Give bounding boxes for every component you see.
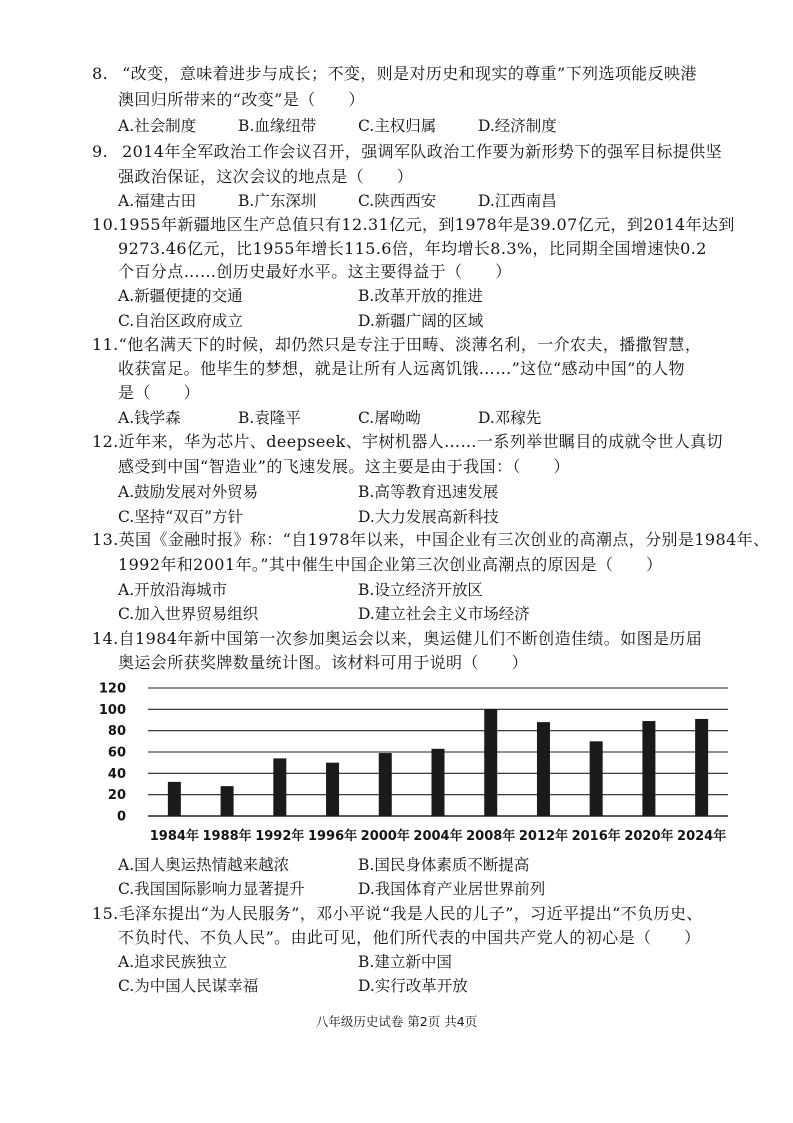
question-11-line-3: 是（ ） bbox=[118, 383, 201, 402]
question-15-option-b[interactable]: B.建立新中国 bbox=[358, 953, 452, 971]
bar bbox=[537, 722, 550, 816]
question-15-option-a[interactable]: A.追求民族独立 bbox=[118, 953, 228, 971]
question-8-line-2: 澳回归所带来的“改变”是（ ） bbox=[118, 90, 365, 109]
question-11-option-c[interactable]: C.屠呦呦 bbox=[358, 409, 421, 427]
y-tick-label: 120 bbox=[98, 681, 126, 697]
y-tick-label: 80 bbox=[107, 724, 126, 740]
question-13-option-a[interactable]: A.开放沿海城市 bbox=[118, 581, 228, 599]
question-number: 10. bbox=[92, 215, 119, 234]
question-9-option-b[interactable]: B.广东深圳 bbox=[238, 192, 317, 210]
question-9-option-d[interactable]: D.江西南昌 bbox=[478, 192, 557, 210]
question-number: 15. bbox=[92, 904, 119, 923]
question-14-option-c[interactable]: C.我国国际影响力显著提升 bbox=[118, 880, 305, 898]
question-13-line-2: 1992年和2001年。”其中催生中国企业第三次创业高潮点的原因是（ ） bbox=[118, 555, 663, 574]
question-number: 11. bbox=[92, 335, 119, 354]
bar bbox=[273, 758, 286, 816]
question-10-line-3: 个百分点……创历史最好水平。这主要得益于（ ） bbox=[118, 262, 512, 281]
question-11-line-1: 11.“他名满天下的时候，却仍然只是专注于田畴、淡薄名利，一介农夫，播撒智慧， bbox=[92, 335, 702, 354]
question-8-option-b[interactable]: B.血缘纽带 bbox=[238, 117, 317, 135]
y-tick-label: 100 bbox=[98, 702, 126, 718]
question-10-line-1: 10.1955年新疆地区生产总值只有12.31亿元，到1978年是39.07亿元，到2014年达到 bbox=[92, 215, 735, 234]
x-tick-label: 2016年 bbox=[571, 829, 621, 844]
question-number: 9. bbox=[92, 142, 109, 161]
question-14-option-a[interactable]: A.国人奥运热情越来越浓 bbox=[118, 856, 290, 874]
medal-count-chart bbox=[98, 678, 748, 850]
question-10-option-a[interactable]: A.新疆便捷的交通 bbox=[118, 287, 243, 305]
bar bbox=[695, 719, 708, 816]
x-tick-label: 2020年 bbox=[624, 829, 674, 844]
bar bbox=[642, 721, 655, 816]
x-tick-label: 1996年 bbox=[307, 829, 358, 844]
question-13-option-c[interactable]: C.加入世界贸易组织 bbox=[118, 605, 259, 623]
question-11-option-d[interactable]: D.邓稼先 bbox=[478, 409, 542, 427]
question-number: 12. bbox=[92, 432, 119, 451]
question-12-option-b[interactable]: B.高等教育迅速发展 bbox=[358, 483, 499, 501]
question-number: 8. bbox=[92, 64, 109, 83]
question-9-option-a[interactable]: A.福建古田 bbox=[118, 192, 197, 210]
y-tick-label: 60 bbox=[107, 745, 126, 761]
bar bbox=[484, 709, 497, 816]
question-12-line-2: 感受到中国“智造业”的飞速发展。这主要是由于我国：（ ） bbox=[118, 457, 570, 476]
question-10-line-2: 9273.46亿元，比1955年增长115.6倍，年均增长8.3%，比同期全国增速快0.2 bbox=[118, 239, 707, 258]
question-9-option-c[interactable]: C.陕西西安 bbox=[358, 192, 437, 210]
bar bbox=[221, 786, 234, 816]
question-11-option-b[interactable]: B.袁隆平 bbox=[238, 409, 301, 427]
question-15-option-d[interactable]: D.实行改革开放 bbox=[358, 977, 468, 995]
x-tick-label: 2000年 bbox=[360, 829, 410, 844]
question-12-option-a[interactable]: A.鼓励发展对外贸易 bbox=[118, 483, 259, 501]
x-tick-label: 2012年 bbox=[518, 829, 569, 844]
question-8-option-d[interactable]: D.经济制度 bbox=[478, 117, 557, 135]
bar bbox=[326, 763, 339, 816]
y-tick-label: 20 bbox=[107, 788, 126, 804]
question-12-option-c[interactable]: C.坚持“双百”方针 bbox=[118, 508, 244, 526]
question-15-line-1: 15.毛泽东提出“为人民服务”，邓小平说“我是人民的儿子”，习近平提出“不负历史、 bbox=[92, 904, 703, 923]
bar bbox=[432, 749, 445, 816]
question-13-option-d[interactable]: D.建立社会主义市场经济 bbox=[358, 605, 530, 623]
x-tick-label: 1988年 bbox=[202, 829, 252, 844]
y-tick-label: 40 bbox=[107, 766, 126, 782]
question-8-option-a[interactable]: A.社会制度 bbox=[118, 117, 197, 135]
question-13-line-1: 13.英国《金融时报》称：“自1978年以来，中国企业有三次创业的高潮点，分别是1984年、 bbox=[92, 530, 770, 549]
question-14-option-b[interactable]: B.国民身体素质不断提高 bbox=[358, 856, 530, 874]
bar bbox=[168, 782, 181, 816]
x-tick-label: 2008年 bbox=[466, 829, 516, 844]
question-11-option-a[interactable]: A.钱学森 bbox=[118, 409, 181, 427]
question-13-option-b[interactable]: B.设立经济开放区 bbox=[358, 581, 483, 599]
question-14-line-1: 14.自1984年新中国第一次参加奥运会以来，奥运健儿们不断创造佳绩。如图是历届 bbox=[92, 629, 703, 648]
question-8-option-c[interactable]: C.主权归属 bbox=[358, 117, 437, 135]
question-8-line-1: 8. “改变，意味着进步与成长；不变，则是对历史和现实的尊重”下列选项能反映港 bbox=[92, 64, 697, 83]
bar bbox=[379, 753, 392, 816]
question-15-option-c[interactable]: C.为中国人民谋幸福 bbox=[118, 977, 259, 995]
question-10-option-b[interactable]: B.改革开放的推进 bbox=[358, 287, 483, 305]
x-tick-label: 2004年 bbox=[413, 829, 463, 844]
question-10-option-c[interactable]: C.自治区政府成立 bbox=[118, 312, 243, 330]
question-12-option-d[interactable]: D.大力发展高新科技 bbox=[358, 508, 499, 526]
question-14-line-2: 奥运会所获奖牌数量统计图。该材料可用于说明（ ） bbox=[118, 653, 529, 672]
bar bbox=[590, 741, 603, 816]
question-14-option-d[interactable]: D.我国体育产业居世界前列 bbox=[358, 880, 546, 898]
question-9-line-2: 强政治保证，这次会议的地点是（ ） bbox=[118, 167, 414, 186]
medal-count-chart-svg bbox=[98, 678, 748, 850]
question-number: 14. bbox=[92, 629, 119, 648]
question-12-line-1: 12.近年来，华为芯片、deepseek、宇树机器人……一系列举世瞩目的成就令世人真切 bbox=[92, 432, 723, 451]
question-9-line-1: 9. 2014年全军政治工作会议召开，强调军队政治工作要为新形势下的强军目标提供坚 bbox=[92, 142, 722, 161]
x-tick-label: 1992年 bbox=[255, 829, 305, 844]
x-tick-label: 2024年 bbox=[677, 829, 727, 844]
question-10-option-d[interactable]: D.新疆广阔的区域 bbox=[358, 312, 484, 330]
x-tick-label: 1984年 bbox=[149, 829, 199, 844]
question-11-line-2: 收获富足。他毕生的梦想，就是让所有人远离饥饿……”这位“感动中国”的人物 bbox=[118, 359, 685, 378]
y-tick-label: 0 bbox=[116, 809, 126, 825]
page-footer: 八年级历史试卷 第2页 共4页 bbox=[315, 1014, 478, 1029]
question-15-line-2: 不负时代、不负人民”。由此可见，他们所代表的中国共产党人的初心是（ ） bbox=[118, 928, 701, 947]
question-number: 13. bbox=[92, 530, 119, 549]
